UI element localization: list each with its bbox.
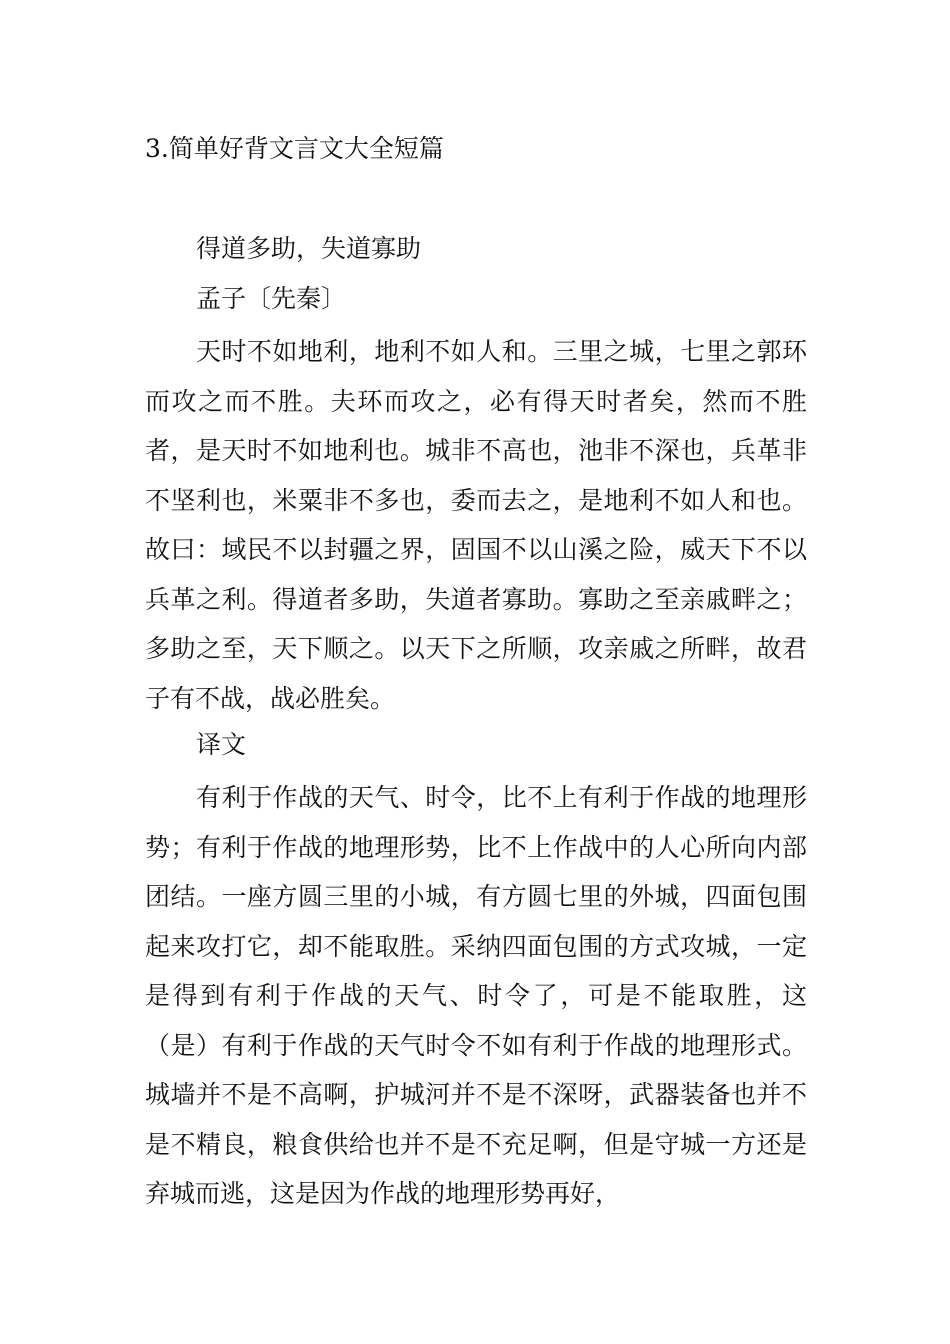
original-text-paragraph: 天时不如地利，地利不如人和。三里之城，七里之郭环而攻之而不胜。夫环而攻之，必有得天时者矣，然而不胜者，是天时不如地利也。城非不高也，池非不深也，兵革非不坚利也，米粟非不多也，委而去之，是地利不如人和也。故曰：域民不以封疆之界，固国不以山溪之险，威天下不以兵革之利。得道者多助，失道者寡助。寡助之至亲戚畔之；多助之至，天下顺之。以天下之所顺，攻亲戚之所畔，故君子有不战，战必胜矣。 — [145, 337, 807, 713]
section-heading: 3.简单好背文言文大全短篇 — [145, 134, 444, 163]
translation-label: 译文 — [196, 730, 247, 759]
author-line: 孟子〔先秦〕 — [196, 284, 347, 313]
poem-title: 得道多助，失道寡助 — [196, 234, 422, 263]
translation-paragraph: 有利于作战的天气、时令，比不上有利于作战的地理形势；有利于作战的地理形势，比不上作战中的人心所向内部团结。一座方圆三里的小城，有方圆七里的外城，四面包围起来攻打它，却不能取胜。采纳四面包围的方式攻城，一定是得到有利于作战的天气、时令了，可是不能取胜，这（是）有利于作战的天气时令不如有利于作战的地理形式。城墙并不是不高啊，护城河并不是不深呀，武器装备也并不是不精良，粮食供给也并不是不充足啊，但是守城一方还是弃城而逃，这是因为作战的地理形势再好， — [145, 783, 807, 1208]
